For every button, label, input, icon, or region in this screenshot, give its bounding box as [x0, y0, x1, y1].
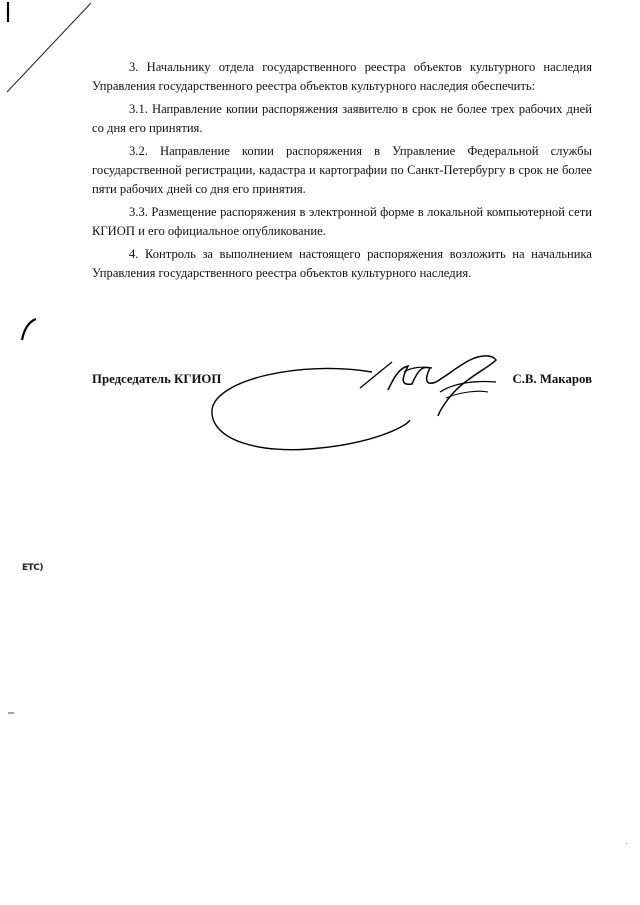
- diagonal-scan-line: [7, 3, 91, 92]
- corner-dot: [626, 843, 627, 844]
- paragraph-3-3: 3.3. Размещение распоряжения в электронной форме в локальной компьютерной сети КГИОП и его официальное опубликование.: [92, 204, 592, 239]
- paragraph-3-2: 3.2. Направление копии распоряжения в Управление Федеральной службы государственной регистрации, кадастра и картографии по Санкт-Петербургу в срок не более пяти рабочих дней со дня его принятия.: [92, 143, 592, 197]
- document-body: [92, 58, 592, 287]
- paragraph-3-1: 3.1. Направление копии распоряжения заявителю в срок не более трех рабочих дней со дня его принятия.: [92, 101, 592, 136]
- paragraph-4: 4. Контроль за выполнением настоящего распоряжения возложить на начальника Управления государственного реестра объектов культурного наследия.: [92, 246, 592, 281]
- signatory-title: Председатель КГИОП: [92, 372, 222, 386]
- margin-hook-mark: [22, 319, 36, 340]
- paragraph-3: 3. Начальнику отдела государственного реестра объектов культурного наследия Управления государственного реестра объектов культурного наследия обеспечить:: [92, 60, 592, 94]
- signatory-name: С.В. Макаров: [512, 372, 592, 386]
- margin-stamp-mark: ETC): [22, 563, 44, 573]
